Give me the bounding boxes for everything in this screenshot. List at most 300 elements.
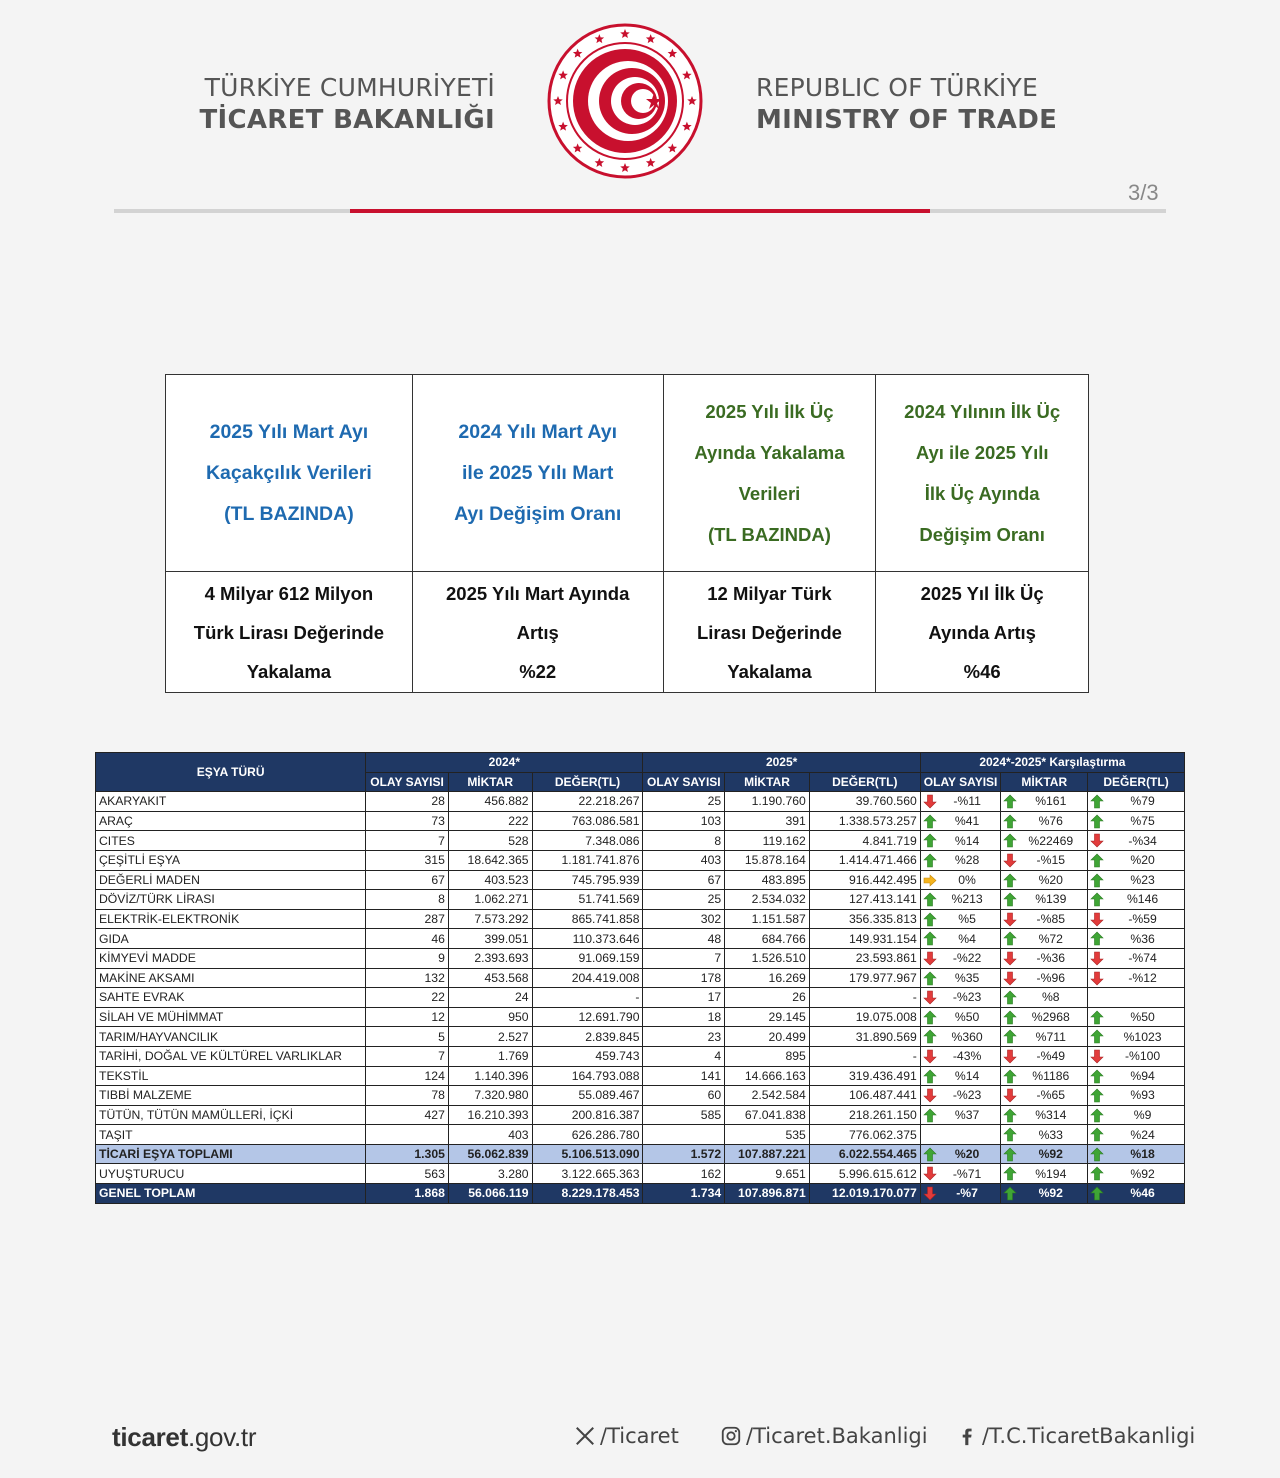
arrow-up-icon bbox=[1090, 1088, 1104, 1103]
row-change-value: %360 bbox=[951, 1029, 983, 1044]
arrow-up-icon bbox=[923, 814, 937, 829]
row-value: 107.896.871 bbox=[725, 1184, 810, 1204]
sub-header: MİKTAR bbox=[448, 772, 532, 792]
row-item-name: ÇEŞİTLİ EŞYA bbox=[96, 850, 366, 870]
row-value: 315 bbox=[366, 850, 449, 870]
row-value: 29.145 bbox=[725, 1007, 810, 1027]
arrow-down-icon bbox=[923, 1186, 937, 1201]
row-value: - bbox=[532, 988, 643, 1008]
arrow-up-icon bbox=[1003, 873, 1017, 888]
row-value: 23 bbox=[643, 1027, 725, 1047]
sub-header: OLAY SAYISI bbox=[920, 772, 1001, 792]
row-value: 1.338.573.257 bbox=[809, 811, 920, 831]
row-change bbox=[920, 968, 1001, 988]
row-change bbox=[1088, 1066, 1185, 1086]
row-change-value: %75 bbox=[1130, 814, 1155, 829]
arrow-up-icon bbox=[1090, 1127, 1104, 1142]
header-right-line2: MINISTRY OF TRADE bbox=[756, 105, 1058, 135]
row-change bbox=[920, 870, 1001, 890]
row-value: 106.487.441 bbox=[809, 1086, 920, 1106]
row-value: 302 bbox=[643, 909, 725, 929]
row-value: 356.335.813 bbox=[809, 909, 920, 929]
table-row bbox=[96, 1086, 1185, 1106]
row-value: 179.977.967 bbox=[809, 968, 920, 988]
row-value: 916.442.495 bbox=[809, 870, 920, 890]
x-icon bbox=[574, 1425, 596, 1447]
table-row bbox=[96, 948, 1185, 968]
row-change-value: %50 bbox=[954, 1010, 980, 1025]
arrow-down-icon bbox=[1090, 833, 1104, 848]
row-value: 200.816.387 bbox=[532, 1105, 643, 1125]
row-change bbox=[1088, 1105, 1185, 1125]
arrow-up-icon bbox=[1003, 990, 1017, 1005]
row-change bbox=[920, 811, 1001, 831]
row-change-value: %20 bbox=[1038, 872, 1063, 887]
ministry-seal-logo bbox=[546, 22, 704, 180]
arrow-up-icon bbox=[1090, 931, 1104, 946]
row-change bbox=[1088, 1125, 1185, 1145]
row-change bbox=[1088, 811, 1185, 831]
summary-header-4: 2024 Yılının İlk Üç Ayı ile 2025 Yılı İlk Üç Ayında Değişim Oranı bbox=[876, 375, 1089, 572]
row-change bbox=[1088, 948, 1185, 968]
row-item-name: ARAÇ bbox=[96, 811, 366, 831]
row-change-value: %23 bbox=[1130, 872, 1155, 887]
row-value: 124 bbox=[366, 1066, 449, 1086]
row-change-value: -43% bbox=[952, 1049, 982, 1064]
row-change-value: %14 bbox=[954, 1068, 980, 1083]
row-change-value: %92 bbox=[1130, 1166, 1155, 1181]
row-item-name: UYUŞTURUCU bbox=[96, 1164, 366, 1184]
arrow-up-icon bbox=[1003, 1010, 1017, 1025]
row-change bbox=[1088, 1184, 1185, 1204]
row-change bbox=[920, 1027, 1001, 1047]
sub-header: OLAY SAYISI bbox=[366, 772, 449, 792]
row-change-value: %41 bbox=[954, 814, 980, 829]
row-item-name: TARIM/HAYVANCILIK bbox=[96, 1027, 366, 1047]
arrow-up-icon bbox=[923, 1029, 937, 1044]
table-row bbox=[96, 1027, 1185, 1047]
row-change-value: -%100 bbox=[1124, 1049, 1161, 1064]
row-value: 585 bbox=[643, 1105, 725, 1125]
row-item-name: DÖVİZ/TÜRK LİRASI bbox=[96, 890, 366, 910]
arrow-up-icon bbox=[923, 1147, 937, 1162]
row-change bbox=[920, 831, 1001, 851]
table-row bbox=[96, 968, 1185, 988]
row-value: 2.839.845 bbox=[532, 1027, 643, 1047]
row-change bbox=[920, 988, 1001, 1008]
header-rule-accent bbox=[350, 209, 930, 213]
row-change-value: %146 bbox=[1126, 892, 1159, 907]
row-change bbox=[1001, 1046, 1088, 1066]
table-row bbox=[96, 909, 1185, 929]
row-item-name: SİLAH VE MÜHİMMAT bbox=[96, 1007, 366, 1027]
arrow-up-icon bbox=[1003, 892, 1017, 907]
row-change bbox=[1001, 1007, 1088, 1027]
row-value: 1.572 bbox=[643, 1144, 725, 1164]
row-change-value: -%59 bbox=[1128, 912, 1157, 927]
row-change bbox=[920, 1125, 1001, 1145]
row-change-value: %314 bbox=[1035, 1107, 1067, 1122]
row-change-value: %14 bbox=[954, 833, 980, 848]
row-value: 15.878.164 bbox=[725, 850, 810, 870]
row-change-value: -%11 bbox=[953, 794, 981, 809]
header-left-line1: TÜRKİYE CUMHURİYETİ bbox=[204, 73, 495, 102]
row-value: 25 bbox=[643, 792, 725, 812]
row-change-value: %76 bbox=[1038, 814, 1063, 829]
row-change-value: %72 bbox=[1038, 931, 1063, 946]
row-item-name: TAŞIT bbox=[96, 1125, 366, 1145]
row-change-value: %4 bbox=[958, 931, 976, 946]
header-right bbox=[756, 72, 1057, 136]
row-item-name: GIDA bbox=[96, 929, 366, 949]
row-change bbox=[1001, 850, 1088, 870]
row-change-value: %711 bbox=[1035, 1029, 1066, 1044]
row-change bbox=[1088, 968, 1185, 988]
row-change bbox=[1088, 1046, 1185, 1066]
row-change-value: %1186 bbox=[1032, 1068, 1070, 1083]
arrow-up-icon bbox=[923, 853, 937, 868]
row-change bbox=[1088, 792, 1185, 812]
arrow-up-icon bbox=[1090, 1166, 1104, 1181]
table-row bbox=[96, 811, 1185, 831]
arrow-up-icon bbox=[1090, 873, 1104, 888]
row-change bbox=[920, 1046, 1001, 1066]
row-value: 67 bbox=[366, 870, 449, 890]
row-value: 2.393.693 bbox=[448, 948, 532, 968]
row-value: 5.106.513.090 bbox=[532, 1144, 643, 1164]
row-change-value: %37 bbox=[954, 1107, 980, 1122]
arrow-down-icon bbox=[1090, 912, 1104, 927]
row-item-name: CITES bbox=[96, 831, 366, 851]
arrow-down-icon bbox=[1003, 1088, 1017, 1103]
arrow-up-icon bbox=[923, 1069, 937, 1084]
sub-header: DEĞER(TL) bbox=[1088, 772, 1185, 792]
arrow-down-icon bbox=[1003, 853, 1017, 868]
arrow-up-icon bbox=[1003, 1147, 1017, 1162]
row-change bbox=[1088, 988, 1185, 1008]
arrow-down-icon bbox=[1090, 971, 1104, 986]
row-change-value: %33 bbox=[1038, 1127, 1063, 1142]
group-comparison: 2024*-2025* Karşılaştırma bbox=[920, 753, 1184, 773]
row-item-name: GENEL TOPLAM bbox=[96, 1184, 366, 1204]
row-value: 7.348.086 bbox=[532, 831, 643, 851]
arrow-up-icon bbox=[1090, 1147, 1104, 1162]
row-value: 119.162 bbox=[725, 831, 810, 851]
row-value: 19.075.008 bbox=[809, 1007, 920, 1027]
row-value: 7 bbox=[366, 1046, 449, 1066]
arrow-up-icon bbox=[923, 931, 937, 946]
row-value: 67 bbox=[643, 870, 725, 890]
row-change bbox=[1001, 948, 1088, 968]
row-value: 776.062.375 bbox=[809, 1125, 920, 1145]
row-value: 18.642.365 bbox=[448, 850, 532, 870]
row-change bbox=[1001, 909, 1088, 929]
row-value: 12.019.170.077 bbox=[809, 1184, 920, 1204]
row-value: 7 bbox=[643, 948, 725, 968]
row-change-value: -%74 bbox=[1128, 951, 1157, 966]
row-change-value: -%7 bbox=[956, 1186, 978, 1201]
row-change bbox=[1088, 850, 1185, 870]
arrow-up-icon bbox=[1090, 853, 1104, 868]
row-value: 55.089.467 bbox=[532, 1086, 643, 1106]
row-item-name: TARİHİ, DOĞAL VE KÜLTÜREL VARLIKLAR bbox=[96, 1046, 366, 1066]
row-change bbox=[920, 792, 1001, 812]
row-change-value: -%23 bbox=[952, 1088, 982, 1103]
row-change bbox=[1001, 811, 1088, 831]
summary-value-4: 2025 Yıl İlk Üç Ayında Artış %46 bbox=[876, 572, 1089, 693]
row-value: 865.741.858 bbox=[532, 909, 643, 929]
row-change bbox=[1001, 792, 1088, 812]
row-value: 20.499 bbox=[725, 1027, 810, 1047]
row-change bbox=[920, 1086, 1001, 1106]
arrow-down-icon bbox=[923, 1049, 937, 1064]
row-value: 8 bbox=[366, 890, 449, 910]
row-value: 3.122.665.363 bbox=[532, 1164, 643, 1184]
table-row bbox=[96, 988, 1185, 1008]
arrow-up-icon bbox=[923, 1108, 937, 1123]
row-change bbox=[1001, 1164, 1088, 1184]
row-value: 78 bbox=[366, 1086, 449, 1106]
row-value: 950 bbox=[448, 1007, 532, 1027]
table-row bbox=[96, 890, 1185, 910]
row-change bbox=[1001, 988, 1088, 1008]
row-value: 7.573.292 bbox=[448, 909, 532, 929]
table-row bbox=[96, 1144, 1185, 1164]
row-change-value: %8 bbox=[1041, 990, 1060, 1005]
instagram-icon bbox=[720, 1425, 742, 1447]
row-change bbox=[920, 890, 1001, 910]
arrow-up-icon bbox=[1090, 814, 1104, 829]
row-change-value: %79 bbox=[1130, 794, 1155, 809]
footer-instagram-handle: /Ticaret.Bakanligi bbox=[746, 1424, 928, 1448]
row-value: 9 bbox=[366, 948, 449, 968]
row-value: 9.651 bbox=[725, 1164, 810, 1184]
row-change-value: %50 bbox=[1130, 1010, 1155, 1025]
row-change-value: 0% bbox=[958, 872, 976, 887]
row-change-value: %2968 bbox=[1031, 1010, 1070, 1025]
row-value: 164.793.088 bbox=[532, 1066, 643, 1086]
row-change bbox=[920, 850, 1001, 870]
row-change bbox=[1001, 1066, 1088, 1086]
footer-x-link[interactable] bbox=[574, 1424, 679, 1448]
row-change bbox=[1088, 929, 1185, 949]
row-change bbox=[1088, 1086, 1185, 1106]
row-change-value: %18 bbox=[1130, 1147, 1155, 1162]
row-value: 23.593.861 bbox=[809, 948, 920, 968]
row-value: 16.269 bbox=[725, 968, 810, 988]
row-value: 17 bbox=[643, 988, 725, 1008]
summary-header-1: 2025 Yılı Mart Ayı Kaçakçılık Verileri (TL BAZINDA) bbox=[166, 375, 413, 572]
row-value: 46 bbox=[366, 929, 449, 949]
row-value: 12 bbox=[366, 1007, 449, 1027]
row-value: 1.734 bbox=[643, 1184, 725, 1204]
row-value: 535 bbox=[725, 1125, 810, 1145]
arrow-up-icon bbox=[1090, 1108, 1104, 1123]
row-change bbox=[1001, 1086, 1088, 1106]
arrow-up-icon bbox=[1090, 1069, 1104, 1084]
table-row bbox=[96, 831, 1185, 851]
row-change-value: -%36 bbox=[1036, 951, 1065, 966]
row-value: 453.568 bbox=[448, 968, 532, 988]
row-value: 39.760.560 bbox=[809, 792, 920, 812]
group-2025: 2025* bbox=[643, 753, 920, 773]
row-item-name: TİCARİ EŞYA TOPLAMI bbox=[96, 1144, 366, 1164]
row-value: 5.996.615.612 bbox=[809, 1164, 920, 1184]
row-change bbox=[1088, 1027, 1185, 1047]
row-value: 403 bbox=[643, 850, 725, 870]
row-value: 1.151.587 bbox=[725, 909, 810, 929]
row-change bbox=[1001, 1105, 1088, 1125]
row-change-value: -%34 bbox=[1128, 833, 1157, 848]
row-value: 222 bbox=[448, 811, 532, 831]
row-change bbox=[1001, 870, 1088, 890]
row-item-name: MAKİNE AKSAMI bbox=[96, 968, 366, 988]
row-value: 141 bbox=[643, 1066, 725, 1086]
row-value: 73 bbox=[366, 811, 449, 831]
row-item-name: TIBBİ MALZEME bbox=[96, 1086, 366, 1106]
row-value: 91.069.159 bbox=[532, 948, 643, 968]
arrow-down-icon bbox=[923, 1088, 937, 1103]
arrow-down-icon bbox=[923, 794, 937, 809]
table-row bbox=[96, 1066, 1185, 1086]
row-change-value: -%71 bbox=[952, 1166, 982, 1181]
row-value: 626.286.780 bbox=[532, 1125, 643, 1145]
footer-website[interactable] bbox=[112, 1422, 256, 1453]
footer-facebook-handle: /T.C.TicaretBakanligi bbox=[982, 1424, 1196, 1448]
arrow-up-icon bbox=[1003, 1186, 1017, 1201]
footer-facebook-link[interactable] bbox=[956, 1424, 1195, 1448]
row-value: 103 bbox=[643, 811, 725, 831]
arrow-up-icon bbox=[1090, 1029, 1104, 1044]
arrow-up-icon bbox=[1090, 1186, 1104, 1201]
row-value: 8.229.178.453 bbox=[532, 1184, 643, 1204]
row-value: 60 bbox=[643, 1086, 725, 1106]
arrow-up-icon bbox=[1090, 1010, 1104, 1025]
row-value: 403 bbox=[448, 1125, 532, 1145]
row-change-value: -%85 bbox=[1036, 912, 1065, 927]
arrow-up-icon bbox=[1003, 1069, 1017, 1084]
row-value: 204.419.008 bbox=[532, 968, 643, 988]
row-value: 18 bbox=[643, 1007, 725, 1027]
sub-header: MİKTAR bbox=[725, 772, 810, 792]
sub-header: DEĞER(TL) bbox=[532, 772, 643, 792]
arrow-up-icon bbox=[923, 912, 937, 927]
summary-table bbox=[165, 374, 1089, 693]
row-value: 427 bbox=[366, 1105, 449, 1125]
table-row bbox=[96, 929, 1185, 949]
arrow-up-icon bbox=[1090, 794, 1104, 809]
row-change-value: -%96 bbox=[1036, 970, 1065, 985]
row-value: 56.066.119 bbox=[448, 1184, 532, 1204]
row-change-value: %93 bbox=[1130, 1088, 1155, 1103]
arrow-up-icon bbox=[1003, 1127, 1017, 1142]
row-change-value: %1023 bbox=[1123, 1029, 1162, 1044]
row-change bbox=[1088, 909, 1185, 929]
row-change-value: %139 bbox=[1035, 892, 1067, 907]
row-value: 3.280 bbox=[448, 1164, 532, 1184]
arrow-up-icon bbox=[1003, 814, 1017, 829]
row-value: 403.523 bbox=[448, 870, 532, 890]
arrow-up-icon bbox=[1003, 1166, 1017, 1181]
table-row bbox=[96, 1184, 1185, 1204]
arrow-up-icon bbox=[1003, 833, 1017, 848]
row-value: 51.741.569 bbox=[532, 890, 643, 910]
row-value: 8 bbox=[643, 831, 725, 851]
seizure-data-table bbox=[95, 752, 1185, 1204]
summary-value-1: 4 Milyar 612 Milyon Türk Lirası Değerinde Yakalama bbox=[166, 572, 413, 693]
row-item-name: ELEKTRİK-ELEKTRONİK bbox=[96, 909, 366, 929]
arrow-up-icon bbox=[923, 892, 937, 907]
row-change-value: %92 bbox=[1038, 1186, 1063, 1201]
row-value: 895 bbox=[725, 1046, 810, 1066]
row-change-value: %92 bbox=[1038, 1147, 1063, 1162]
arrow-down-icon bbox=[1003, 951, 1017, 966]
row-value: 684.766 bbox=[725, 929, 810, 949]
row-item-name: SAHTE EVRAK bbox=[96, 988, 366, 1008]
row-value: 1.526.510 bbox=[725, 948, 810, 968]
row-value: 763.086.581 bbox=[532, 811, 643, 831]
table-row bbox=[96, 1105, 1185, 1125]
row-value: 563 bbox=[366, 1164, 449, 1184]
table-row bbox=[96, 1164, 1185, 1184]
sub-header: OLAY SAYISI bbox=[643, 772, 725, 792]
row-change bbox=[920, 1144, 1001, 1164]
footer-instagram-link[interactable] bbox=[720, 1424, 928, 1448]
row-value: 528 bbox=[448, 831, 532, 851]
row-change bbox=[920, 1105, 1001, 1125]
row-value: 25 bbox=[643, 890, 725, 910]
row-value: 56.062.839 bbox=[448, 1144, 532, 1164]
row-change-value: %213 bbox=[951, 892, 983, 907]
row-change-value: %9 bbox=[1133, 1107, 1152, 1122]
row-change-value: %35 bbox=[954, 970, 980, 985]
row-value: 287 bbox=[366, 909, 449, 929]
summary-header-2: 2024 Yılı Mart Ayı ile 2025 Yılı Mart Ayı Değişim Oranı bbox=[412, 375, 663, 572]
table-row bbox=[96, 850, 1185, 870]
row-value: 24 bbox=[448, 988, 532, 1008]
header-right-line1: REPUBLIC OF TÜRKİYE bbox=[756, 73, 1038, 102]
row-value: 127.413.141 bbox=[809, 890, 920, 910]
group-2024: 2024* bbox=[366, 753, 643, 773]
sub-header: DEĞER(TL) bbox=[809, 772, 920, 792]
footer-x-handle: /Ticaret bbox=[600, 1424, 679, 1448]
row-value: 12.691.790 bbox=[532, 1007, 643, 1027]
row-change bbox=[1001, 831, 1088, 851]
summary-header-3: 2025 Yılı İlk Üç Ayında Yakalama Verileri (TL BAZINDA) bbox=[663, 375, 876, 572]
footer-website-rest: .gov.tr bbox=[187, 1422, 257, 1452]
arrow-down-icon bbox=[1003, 1049, 1017, 1064]
arrow-up-icon bbox=[923, 971, 937, 986]
table-row bbox=[96, 1125, 1185, 1145]
row-value bbox=[366, 1125, 449, 1145]
row-change bbox=[1001, 1144, 1088, 1164]
row-value: 149.931.154 bbox=[809, 929, 920, 949]
row-value: 399.051 bbox=[448, 929, 532, 949]
row-change bbox=[1088, 890, 1185, 910]
row-change bbox=[1001, 1184, 1088, 1204]
row-value: 22.218.267 bbox=[532, 792, 643, 812]
row-change bbox=[1088, 1164, 1185, 1184]
row-change-value: -%23 bbox=[952, 990, 982, 1005]
row-change bbox=[1001, 1125, 1088, 1145]
arrow-down-icon bbox=[1003, 971, 1017, 986]
row-value: 178 bbox=[643, 968, 725, 988]
row-change bbox=[1001, 929, 1088, 949]
row-value: 16.210.393 bbox=[448, 1105, 532, 1125]
row-value: 1.140.396 bbox=[448, 1066, 532, 1086]
arrow-down-icon bbox=[1090, 1049, 1104, 1064]
row-value: 2.534.032 bbox=[725, 890, 810, 910]
